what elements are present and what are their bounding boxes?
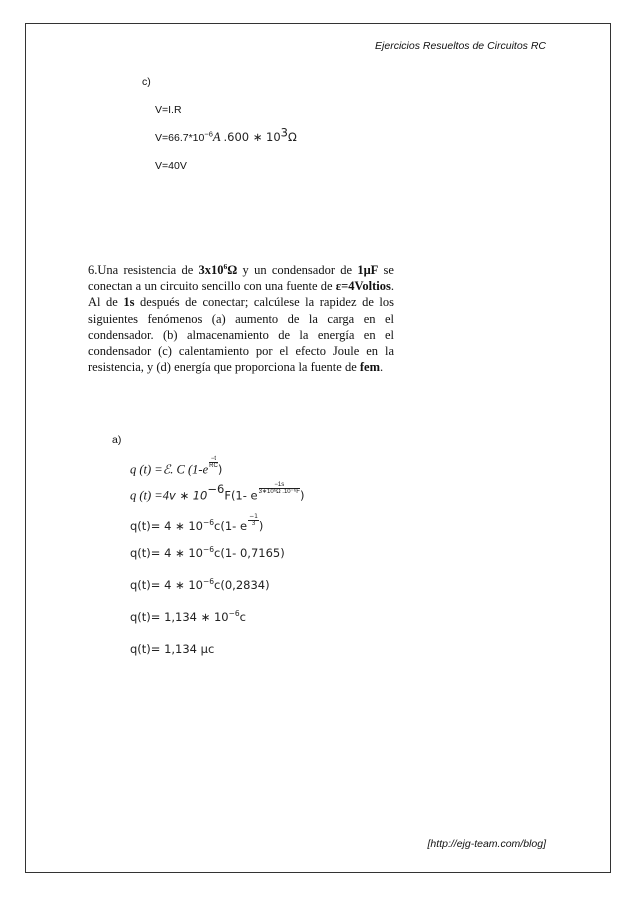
page-header: Ejercicios Resueltos de Circuitos RC: [375, 40, 546, 52]
equation-2: q (t) =4v ∗ $10^{-6}F(1-$ e $\frac{-1s}{\text{3∗10⁶Ω .10⁻⁶F}}$ ): [130, 482, 305, 503]
page-border: [25, 23, 611, 873]
part-c-line3: V=40V: [155, 160, 187, 172]
equation-5: q(t)= 4 ∗ $10^{-6}c(0,2834)$: [130, 577, 270, 592]
problem-statement: 6.Una resistencia de $3x10^6\Omega$ y un condensador de 1μF se conectan a un circuito sencillo con una fuente de ε=4Voltios. Al de 1s después de conectar; calcúlese la rapidez de los siguientes fenómenos (a) aumento de la carga en el condensador. (b) almacenamiento de la energía en el condensador (c) calentamiento por el efecto Joule en la resistencia, y (d) energía que proporciona la fuente de fem.: [88, 261, 394, 375]
part-c-line1: V=I.R: [155, 104, 182, 116]
equation-6: q(t)= 1,134 ∗ $10^{-6}c$: [130, 609, 246, 624]
equation-7: q(t)= 1,134 μc: [130, 642, 215, 656]
part-a-label: a): [112, 434, 122, 446]
equation-3: q(t)= 4 ∗ $10^{-6}c(1-$ e $\frac{-1}{3}$ ): [130, 513, 264, 533]
equation-4: q(t)= 4 ∗ $10^{-6}c(1-$ 0,7165): [130, 545, 285, 560]
problem-number: 6.: [88, 263, 98, 277]
footer-link[interactable]: [http://ejg-team.com/blog]: [427, 838, 546, 850]
part-c-label: c): [142, 76, 151, 88]
equation-1: q (t) =ℰ. C (1-e $\frac{-t}{RC}$ ): [130, 456, 223, 477]
part-c-line2: $V=66.7*10^{-6}A$ .600 ∗ $10^3\Omega$: [155, 125, 297, 144]
